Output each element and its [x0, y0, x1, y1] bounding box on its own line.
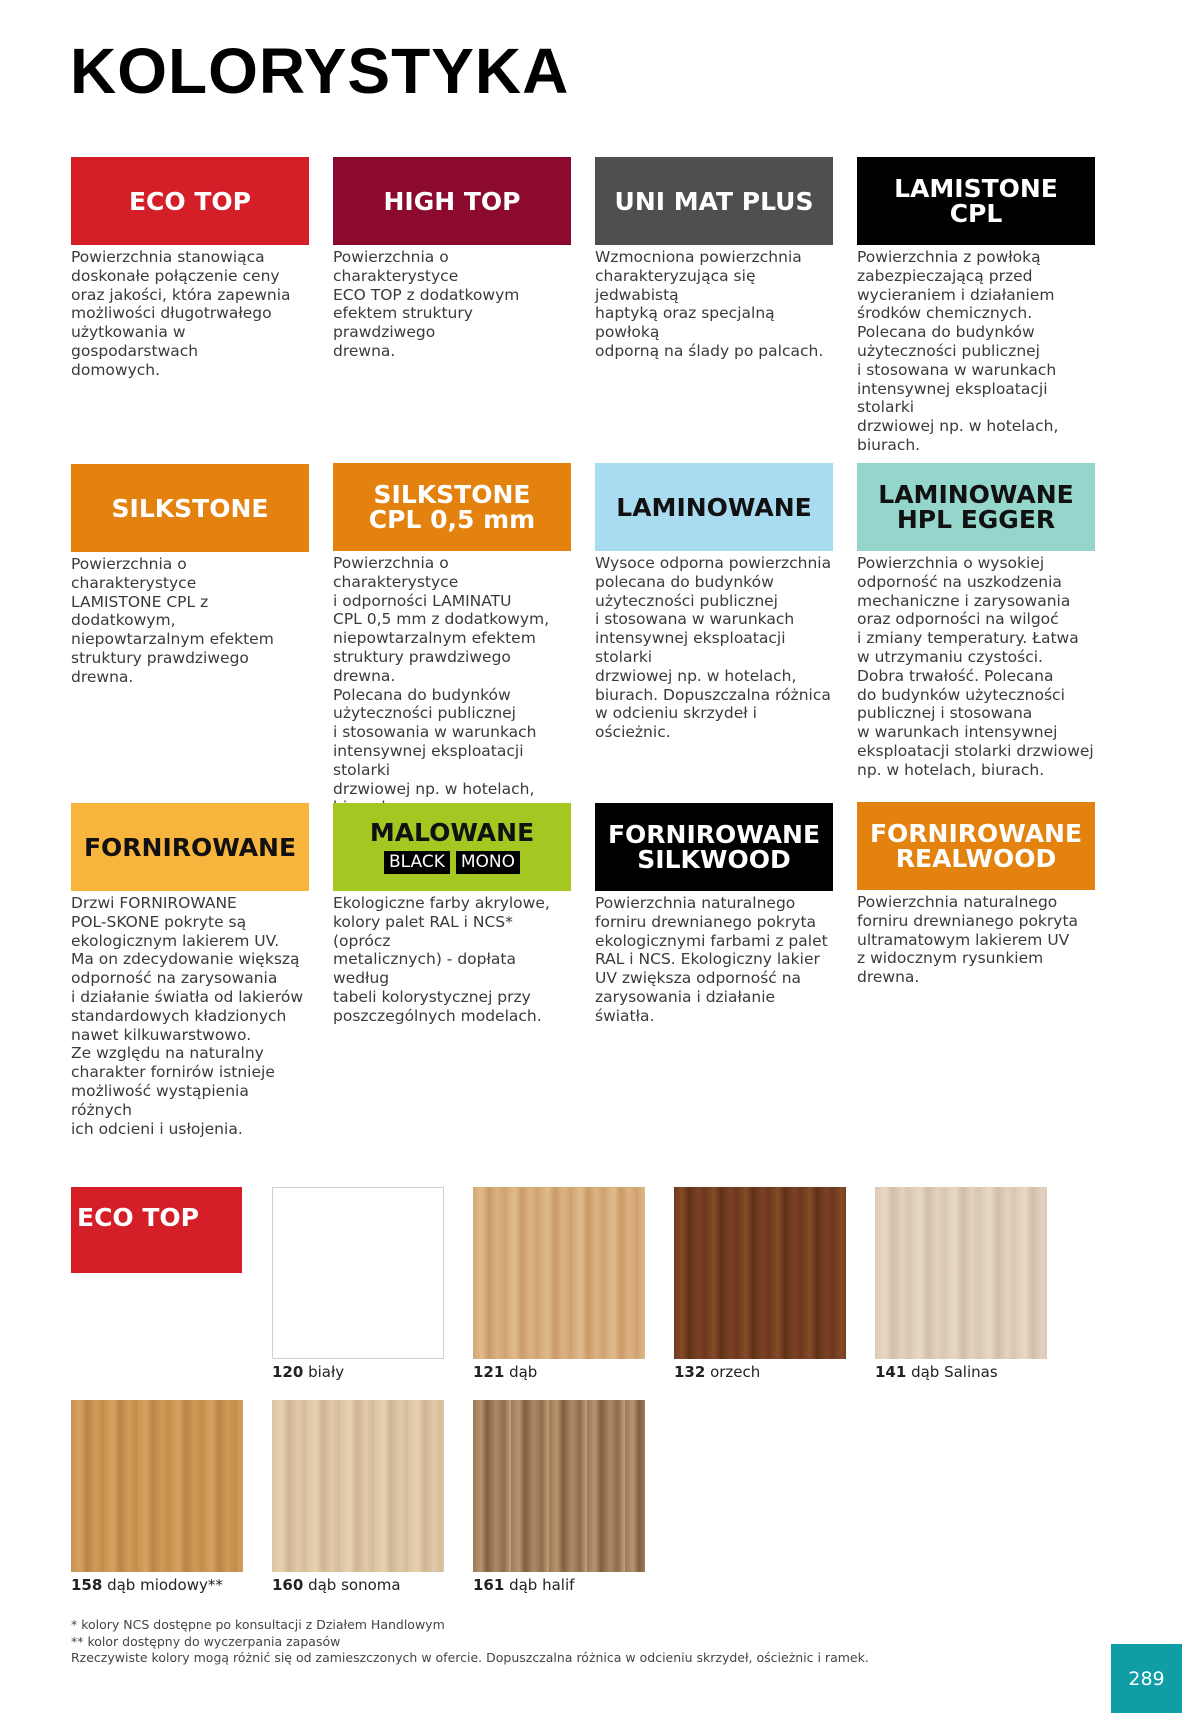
footnotes — [71, 1617, 869, 1667]
eco-top-section-label: ECO TOP — [71, 1187, 242, 1273]
black-badge: BLACK — [384, 851, 450, 874]
card-header — [857, 157, 1095, 245]
salinas-oak-swatch-icon — [875, 1187, 1047, 1359]
swatch-158 — [71, 1400, 243, 1594]
swatch-caption: 120 biały — [272, 1363, 345, 1381]
swatch-141 — [875, 1187, 1047, 1381]
card-title: HIGH TOP — [383, 186, 521, 216]
finish-card-silkstone-cpl — [333, 463, 571, 817]
oak-swatch-icon — [473, 1187, 645, 1359]
halif-oak-swatch-icon — [473, 1400, 645, 1572]
card-header — [595, 803, 833, 891]
card-title: LAMISTONE — [894, 174, 1058, 203]
swatch-caption: 160 dąb sonoma — [272, 1576, 401, 1594]
finish-card-laminowane — [595, 463, 833, 742]
page-number: 289 — [1111, 1644, 1182, 1713]
finish-card-fornirowane-silkwood — [595, 803, 833, 1026]
swatch-caption: 161 dąb halif — [473, 1576, 575, 1594]
sonoma-oak-swatch-icon — [272, 1400, 444, 1572]
card-title: FORNIROWANE — [607, 820, 821, 849]
swatch-caption: 158 dąb miodowy** — [71, 1576, 223, 1594]
honey-oak-swatch-icon — [71, 1400, 243, 1572]
finish-card-laminowane-hpl-egger — [857, 463, 1095, 780]
card-title: FORNIROWANE — [869, 819, 1083, 848]
card-title: LAMINOWANE — [878, 480, 1074, 509]
finish-card-malowane — [333, 803, 571, 1026]
finish-card-fornirowane — [71, 803, 309, 1138]
swatch-caption: 141 dąb Salinas — [875, 1363, 998, 1381]
card-title: MALOWANE — [369, 818, 535, 847]
footnote-ncs: * kolory NCS dostępne po konsultacji z Działem Handlowym — [71, 1617, 445, 1632]
card-description: Powierzchnia naturalnego forniru drewnianego pokryta ultramatowym lakierem UV z widocznym rysunkiem drewna. — [857, 893, 1079, 987]
card-header — [71, 157, 309, 245]
card-header — [333, 463, 571, 551]
card-header — [857, 463, 1095, 551]
card-description: Powierzchnia o charakterystyce ECO TOP z dodatkowym efektem struktury prawdziwego drewna. — [333, 248, 520, 360]
finish-card-high-top — [333, 157, 571, 361]
card-title-line2: SILKWOOD — [637, 845, 791, 874]
card-header — [595, 463, 833, 551]
page-title: KOLORYSTYKA — [70, 35, 570, 107]
finish-card-lamistone-cpl — [857, 157, 1095, 455]
swatch-132 — [674, 1187, 846, 1381]
finish-card-silkstone — [71, 464, 309, 687]
card-header — [595, 157, 833, 245]
card-header — [857, 802, 1095, 890]
swatch-120 — [272, 1187, 444, 1381]
card-title: SILKSTONE — [373, 480, 531, 509]
card-description: Drzwi FORNIROWANE POL-SKONE pokryte są ekologicznym lakierem UV. Ma on zdecydowanie większą odporność na zarysowania i działanie światła od lakierów standardowych kładzionych nawet kilkuwarstwowo. Ze względu na naturalny charakter fornirów istnieje możliwość wystąpienia różnych ich odcieni i usłojenia. — [71, 894, 304, 1138]
card-header — [333, 803, 571, 891]
card-title-line2: CPL 0,5 mm — [368, 505, 536, 534]
card-title: ECO TOP — [128, 186, 251, 216]
card-description: Powierzchnia naturalnego forniru drewnianego pokryta ekologicznymi farbami z palet RAL i NCS. Ekologiczny lakier UV zwiększa odporność na zarysowania i działanie światła. — [595, 894, 828, 1025]
finish-card-eco-top — [71, 157, 309, 380]
card-header — [71, 803, 309, 891]
footnote-disclaimer: Rzeczywiste kolory mogą różnić się od zamieszczonych w ofercie. Dopuszczalna różnica w odcieniu skrzydeł, ościeżnic i ramek. — [71, 1650, 869, 1665]
card-description: Powierzchnia stanowiąca doskonałe połączenie ceny oraz jakości, która zapewnia możliwości długotrwałego użytkowania w gospodarstwach domowych. — [71, 248, 291, 379]
card-title: LAMINOWANE — [616, 492, 812, 522]
card-description: Powierzchnia o charakterystyce LAMISTONE CPL z dodatkowym, niepowtarzalnym efektem struktury prawdziwego drewna. — [71, 555, 274, 686]
card-description: Powierzchnia z powłoką zabezpieczającą przed wycieraniem i działaniem środków chemicznych. Polecana do budynków użyteczności publicznej i stosowana w warunkach intensywnej eksploatacji stolarki drzwiowej np. w hotelach, biurach. — [857, 248, 1059, 454]
swatch-caption: 132 orzech — [674, 1363, 761, 1381]
card-header — [71, 464, 309, 552]
swatch-caption: 121 dąb — [473, 1363, 538, 1381]
card-description: Ekologiczne farby akrylowe, kolory palet RAL i NCS* (oprócz metalicznych) - dopłata według tabeli kolorystycznej przy poszczególnych modelach. — [333, 894, 550, 1025]
mono-badge: MONO — [456, 851, 520, 874]
finish-card-uni-mat-plus — [595, 157, 833, 361]
card-description: Powierzchnia o charakterystyce i odporności LAMINATU CPL 0,5 mm z dodatkowym, niepowtarzalnym efektem struktury prawdziwego drewna. Polecana do budynków użyteczności publicznej i stosowania w warunkach intensywnej eksploatacji stolarki drzwiowej np. w hotelach, — [333, 554, 550, 798]
card-description: Wzmocniona powierzchnia charakteryzująca się jedwabistą haptyką oraz specjalną powłoką odporną na ślady po palcach. — [595, 248, 824, 360]
card-header — [333, 157, 571, 245]
card-title: FORNIROWANE — [83, 832, 297, 862]
walnut-swatch-icon — [674, 1187, 846, 1359]
card-title: SILKSTONE — [111, 493, 269, 523]
card-description: Wysoce odporna powierzchnia polecana do budynków użyteczności publicznej i stosowana w warunkach intensywnej eksploatacji stolarki drzwiowej np. w hotelach, biurach. Dopuszczalna różnica w odcieniu skrzydeł i ościeżnic. — [595, 554, 832, 742]
footnote-stock: ** kolor dostępny do wyczerpania zapasów — [71, 1633, 341, 1649]
card-title-line2: HPL EGGER — [896, 505, 1056, 534]
card-title-line2: CPL — [949, 199, 1003, 228]
card-description: Powierzchnia o wysokiej odporność na uszkodzenia mechaniczne i zarysowania oraz odporności na wilgoć i zmiany temperatury. Łatwa w utrzymaniu czystości. Dobra trwałość. Polecana do budynków użyteczności publicznej i stosowana w warunkach intensywnej eksploatacji stolarki drzwiowej np. w hotelach, biurach. — [857, 554, 1094, 779]
swatch-160 — [272, 1400, 444, 1594]
card-title: UNI MAT PLUS — [614, 186, 814, 216]
card-title-line2: REALWOOD — [895, 844, 1057, 873]
finish-card-fornirowane-realwood — [857, 802, 1095, 987]
swatch-161 — [473, 1400, 645, 1594]
white-swatch-icon — [272, 1187, 444, 1359]
swatch-121 — [473, 1187, 645, 1381]
badge-group — [384, 851, 520, 874]
